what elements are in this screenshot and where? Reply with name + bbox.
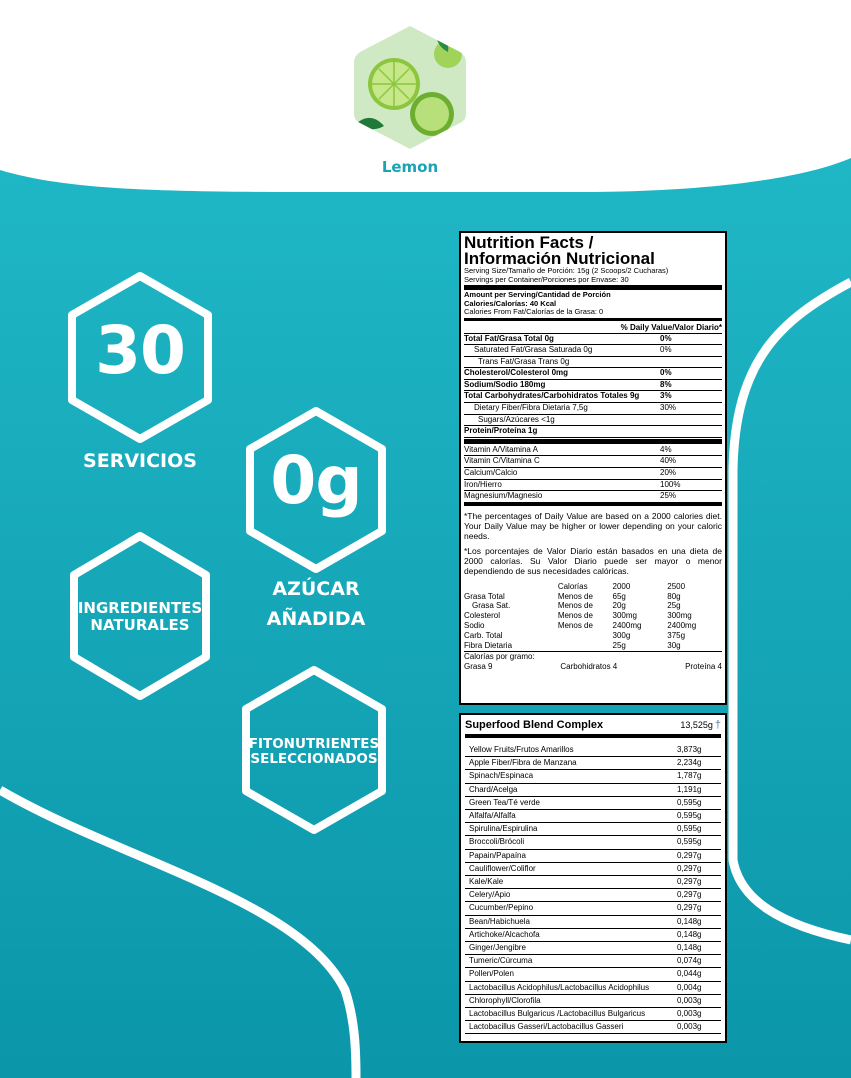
dv-table-cell: 2400mg (667, 621, 697, 630)
superfood-item (465, 850, 721, 863)
superfood-item-name: Papain/Papaína (469, 850, 526, 860)
nutrition-title-line2: Información Nutricional (464, 249, 655, 268)
superfood-item (465, 810, 721, 823)
daily-value-header: % Daily Value/Valor Diario* (464, 322, 722, 334)
superfood-item-name: Chlorophyll/Clorofila (469, 995, 541, 1005)
nutrient-name: Cholesterol/Colesterol 0mg (464, 368, 569, 378)
vitamin-name: Iron/Hierro (464, 479, 502, 489)
nutrient-name: Dietary Fiber/Fibra Dietaria 7,5g (474, 403, 588, 413)
superfood-item-amount: 3,873g (677, 745, 702, 754)
superfood-item-amount: 0,297g (677, 890, 702, 900)
nutrient-name: Total Fat/Grasa Total 0g (464, 333, 554, 343)
superfood-item-amount: 0,074g (677, 956, 702, 966)
dv-table-cell: Colesterol (464, 611, 501, 621)
serving-size: Serving Size/Tamaño de Porción: 15g (2 Scoops/2 Cucharas) (464, 266, 669, 275)
superfood-item (465, 876, 721, 889)
superfood-list (465, 744, 721, 1034)
calories: Calories/Calorías: 40 Kcal (464, 298, 557, 308)
daily-value-table (464, 582, 722, 651)
amount-header: Amount per Serving/Cantidad de Porción (464, 290, 611, 299)
dagger-mark: † (714, 719, 721, 731)
superfood-item-name: Yellow Fruits/Frutos Amarillos (469, 745, 574, 754)
superfood-item-amount: 0,297g (677, 850, 702, 860)
superfood-item-amount: 2,234g (677, 758, 702, 768)
superfood-item (465, 770, 721, 783)
dv-table-cell: 2000 (612, 581, 631, 591)
superfood-item (465, 797, 721, 810)
vitamin-rows (464, 445, 722, 503)
superfood-item-amount: 0,044g (677, 969, 702, 979)
dv-table-cell (558, 641, 613, 651)
dv-table-header (464, 582, 722, 592)
superfood-item (465, 902, 721, 915)
superfood-item (465, 1008, 721, 1021)
superfood-item (465, 968, 721, 981)
servings-per-container: Servings per Container/Porciones por Envase: 30 (464, 274, 629, 284)
superfood-item-amount: 1,191g (677, 784, 702, 794)
superfood-item-amount: 0,148g (677, 916, 702, 926)
superfood-item-amount: 0,297g (677, 863, 702, 873)
dv-table-cell: 375g (667, 630, 686, 640)
superfood-item-amount: 0,595g (677, 824, 702, 834)
cal-per-gram-carbs: Carbohidratos 4 (560, 661, 618, 671)
superfood-item (465, 916, 721, 929)
dv-table-row (464, 631, 722, 641)
superfood-item-name: Pollen/Polen (469, 969, 514, 979)
sugar-label-line1: AZÚCAR (272, 578, 360, 600)
dv-table-cell: Carb. Total (464, 630, 503, 640)
lime-slices-icon (352, 22, 468, 152)
calories-from-fat: Calories From Fat/Calorías de la Grasa: 0 (464, 307, 604, 316)
vitamin-name: Calcium/Calcio (464, 468, 518, 478)
nutrient-row (464, 334, 722, 346)
dv-table-cell (558, 631, 613, 641)
superfood-item (465, 955, 721, 968)
superfood-item (465, 757, 721, 770)
superfood-item-amount: 1,787g (677, 771, 702, 781)
footnote-es: *Los porcentajes de Valor Diario están basados en una dieta de 2000 calorías. Su Valor Diario puede ser mayor o menor dependiendo de sus necesidades calóricas. (464, 545, 722, 576)
vitamin-name: Vitamin C/Vitamina C (464, 456, 540, 466)
nutrient-row (464, 368, 722, 380)
superfood-item-name: Chard/Acelga (469, 784, 518, 794)
superfood-title: Superfood Blend Complex (465, 719, 604, 731)
superfood-item-amount: 0,297g (677, 877, 702, 887)
superfood-total: 13,525g (680, 720, 713, 730)
nutrient-row (464, 380, 722, 392)
superfood-item (465, 942, 721, 955)
superfood-item-name: Lactobacillus Bulgaricus /Lactobacillus Bulgaricus (469, 1009, 646, 1019)
dv-table-row (464, 592, 722, 602)
dv-table-row (464, 641, 722, 651)
nutrient-name: Protein/Proteína 1g (464, 426, 538, 436)
dv-table-cell: 300g (612, 630, 631, 640)
dv-table-cell: 25g (612, 640, 626, 650)
nutrient-row (464, 357, 722, 369)
dv-table-cell: Menos de (557, 611, 593, 621)
superfood-item-name: Apple Fiber/Fibra de Manzana (469, 758, 577, 768)
vitamin-percent: 25% (660, 491, 677, 501)
sugar-label-line2: AÑADIDA (266, 608, 366, 630)
dv-table-cell: 80g (667, 591, 681, 601)
superfood-item-name: Spirulina/Espirulina (469, 824, 538, 834)
superfood-item-name: Alfalfa/Alfalfa (469, 811, 516, 821)
superfood-item (465, 863, 721, 876)
cal-per-gram-label: Calorías por gramo: (464, 651, 722, 662)
superfood-item-name: Lactobacillus Gasseri/Lactobacillus Gasseri (469, 1022, 624, 1032)
nutrient-percent: 0% (660, 368, 672, 378)
nutrient-percent (660, 426, 722, 437)
dv-table-cell: 300mg (612, 611, 637, 621)
nutrient-name: Sodium/Sodio 180mg (464, 379, 546, 389)
superfood-item-name: Spinach/Espinaca (469, 771, 534, 781)
superfood-item-amount: 0,148g (677, 929, 702, 939)
dv-table-cell: 2400mg (612, 621, 642, 630)
natural-label-line2: NATURALES (90, 616, 190, 634)
nutrient-percent (660, 415, 722, 426)
nutrition-facts-panel (459, 231, 727, 705)
vitamin-row (464, 468, 722, 480)
dv-table-row (464, 621, 722, 631)
nutrient-percent: 3% (660, 391, 672, 401)
nutrient-row (464, 391, 722, 403)
superfood-item-name: Broccoli/Brócoli (469, 837, 525, 847)
cal-per-gram-protein: Proteína 4 (685, 661, 722, 671)
phyto-label-line2: SELECCIONADOS (250, 751, 378, 767)
dv-table-cell (464, 582, 558, 592)
superfood-item-amount: 0,148g (677, 943, 702, 953)
superfood-item-name: Cauliflower/Coliflor (469, 863, 536, 873)
nutrient-name: Saturated Fat/Grasa Saturada 0g (474, 345, 593, 355)
nutrient-row (464, 345, 722, 357)
dv-table-cell: 25g (667, 601, 681, 611)
dv-table-cell: 30g (667, 640, 681, 650)
superfood-item-amount: 0,004g (677, 982, 702, 992)
vitamin-percent: 40% (660, 456, 677, 466)
superfood-item-amount: 0,003g (677, 995, 702, 1005)
dv-table-cell: Menos de (557, 601, 593, 611)
superfood-item-amount: 0,595g (677, 811, 702, 821)
superfood-item-amount: 0,595g (677, 797, 702, 807)
superfood-item-amount: 0,595g (677, 837, 702, 847)
nutrition-title-line1: Nutrition Facts / (464, 233, 594, 252)
dv-table-cell: Menos de (557, 591, 593, 601)
superfood-item-amount: 0,003g (677, 1022, 702, 1032)
nutrient-percent: 8% (660, 379, 672, 389)
vitamin-percent: 20% (660, 468, 677, 478)
dv-table-cell: Calorías (557, 581, 588, 591)
nutrient-row (464, 426, 722, 438)
nutrient-row (464, 415, 722, 427)
superfood-item-name: Kale/Kale (469, 877, 504, 887)
vitamin-row (464, 456, 722, 468)
dv-table-cell: Menos de (557, 621, 593, 630)
servings-value: 30 (95, 312, 185, 389)
flavor-label: Lemon (381, 158, 439, 176)
nutrient-name: Trans Fat/Grasa Trans 0g (478, 356, 570, 366)
sugar-value: 0g (270, 442, 362, 519)
superfood-item-name: Ginger/Jengibre (469, 943, 526, 953)
superfood-item-name: Artichoke/Alcachofa (469, 929, 540, 939)
superfood-item-name: Lactobacillus Acidophilus/Lactobacillus Acidophilus (469, 982, 650, 992)
phyto-label-line1: FITONUTRIENTES (248, 736, 380, 752)
vitamin-row (464, 445, 722, 457)
superfood-item-name: Celery/Apio (469, 890, 511, 900)
dv-table-row (464, 601, 722, 611)
superfood-item (465, 1021, 721, 1034)
vitamin-percent: 100% (660, 479, 681, 489)
dv-table-cell: Sodio (464, 621, 485, 630)
dv-table-cell: 65g (612, 591, 626, 601)
superfood-item-amount: 0,003g (677, 1009, 702, 1019)
nutrient-name: Sugars/Azúcares <1g (478, 414, 555, 424)
superfood-item (465, 744, 721, 757)
superfood-item-name: Green Tea/Té verde (469, 797, 541, 807)
superfood-item (465, 823, 721, 836)
superfood-item-name: Bean/Habichuela (469, 916, 530, 926)
nutrient-percent (660, 357, 722, 368)
superfood-item (465, 836, 721, 849)
nutrient-percent: 0% (660, 345, 672, 355)
superfood-item-name: Cucumber/Pepino (469, 903, 534, 913)
dv-table-row (464, 611, 722, 621)
dv-table-cell: Fibra Dietaria (464, 640, 513, 650)
superfood-item (465, 929, 721, 942)
nutrient-name: Total Carbohydrates/Carbohidratos Totales 9g (464, 391, 640, 401)
superfood-item (465, 995, 721, 1008)
dv-table-cell: 20g (612, 601, 626, 611)
vitamin-row (464, 491, 722, 503)
superfood-item (465, 784, 721, 797)
nutrient-rows (464, 334, 722, 438)
dv-table-cell: 300mg (667, 611, 692, 621)
footnote-en: *The percentages of Daily Value are based on a 2000 calories diet. Your Daily Value may be higher or lower depending on your caloric needs. (464, 510, 722, 541)
dv-table-cell: 2500 (667, 581, 686, 591)
vitamin-row (464, 480, 722, 492)
nutrient-percent: 0% (660, 333, 672, 343)
dv-table-cell: Grasa Sat. (472, 601, 511, 611)
superfood-blend-panel (459, 713, 727, 1043)
superfood-item (465, 982, 721, 995)
vitamin-name: Vitamin A/Vitamina A (464, 444, 538, 454)
dv-table-cell: Grasa Total (464, 591, 505, 601)
superfood-item-amount: 0,297g (677, 903, 702, 913)
cal-per-gram-fat: Grasa 9 (464, 661, 493, 671)
vitamin-percent: 4% (660, 444, 672, 454)
natural-label-line1: INGREDIENTES (77, 599, 203, 617)
vitamin-name: Magnesium/Magnesio (464, 491, 543, 501)
superfood-item-name: Tumeric/Cúrcuma (469, 956, 533, 966)
servings-label: SERVICIOS (83, 450, 197, 472)
nutrient-percent: 30% (660, 403, 677, 413)
superfood-item (465, 889, 721, 902)
nutrient-row (464, 403, 722, 415)
